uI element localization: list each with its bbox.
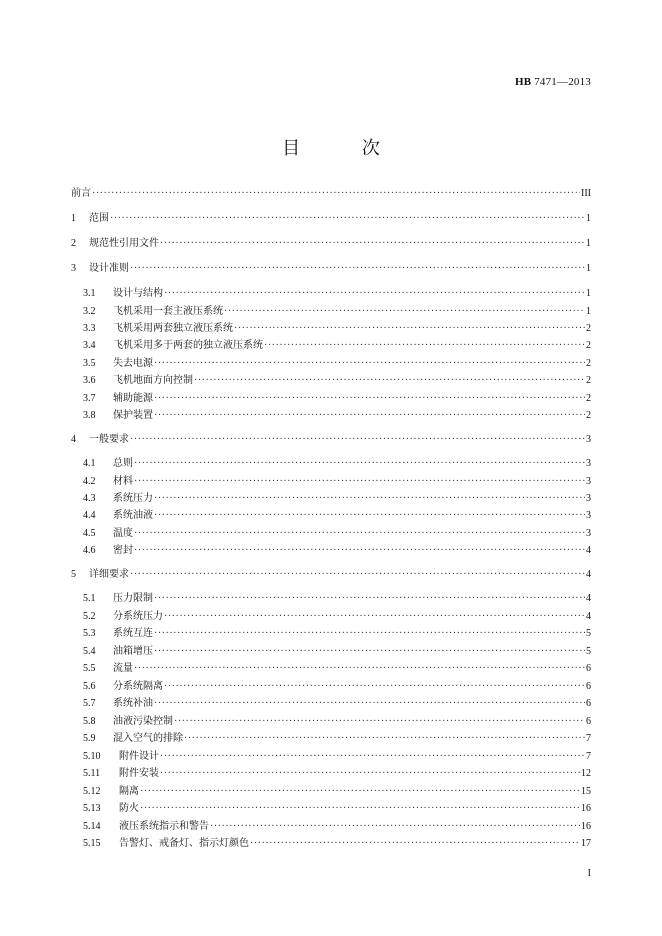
toc-entry-number: 5.8 bbox=[83, 716, 96, 727]
toc-entry-label: 流量 bbox=[113, 663, 133, 674]
toc-leader-dots bbox=[154, 509, 585, 522]
toc-leader-dots bbox=[130, 433, 585, 446]
toc-entry[interactable] bbox=[83, 374, 591, 387]
toc-entry-number: 3.7 bbox=[83, 393, 96, 404]
toc-entry-page: 1 bbox=[586, 213, 591, 224]
toc-entry-label: 系统压力 bbox=[113, 493, 153, 504]
toc-entry-page: 7 bbox=[586, 733, 591, 744]
toc-entry-label: 液压系统指示和警告 bbox=[119, 821, 209, 832]
toc-entry[interactable] bbox=[71, 212, 591, 225]
toc-entry-number: 4.1 bbox=[83, 458, 96, 469]
toc-leader-dots bbox=[160, 237, 585, 250]
toc-entry-page: 1 bbox=[586, 263, 591, 274]
toc-entry-number: 4.6 bbox=[83, 545, 96, 556]
toc-leader-dots bbox=[154, 592, 585, 605]
toc-entry-page: 5 bbox=[586, 628, 591, 639]
toc-leader-dots bbox=[164, 680, 585, 693]
toc-leader-dots bbox=[154, 357, 585, 370]
toc-entry-number: 5.6 bbox=[83, 681, 96, 692]
page-title: 目 次 bbox=[282, 138, 408, 159]
toc-entry-page: 4 bbox=[586, 545, 591, 556]
toc-entry-label: 温度 bbox=[113, 528, 133, 539]
toc-leader-dots bbox=[154, 409, 585, 422]
toc-entry-page: 17 bbox=[581, 838, 591, 849]
toc-entry-page: 2 bbox=[586, 358, 591, 369]
toc-leader-dots bbox=[234, 322, 585, 335]
toc-entry-page: 3 bbox=[586, 458, 591, 469]
toc-entry-number: 2 bbox=[71, 238, 76, 249]
toc-entry-page: 16 bbox=[581, 821, 591, 832]
toc-entry[interactable] bbox=[71, 568, 591, 581]
toc-entry[interactable] bbox=[83, 492, 591, 505]
toc-leader-dots bbox=[154, 392, 585, 405]
toc-entry-page: 2 bbox=[586, 323, 591, 334]
toc-entry-page: III bbox=[581, 188, 591, 199]
toc-entry-page: 3 bbox=[586, 434, 591, 445]
toc-entry-number: 3.2 bbox=[83, 306, 96, 317]
toc-leader-dots bbox=[224, 305, 585, 318]
toc-leader-dots bbox=[140, 802, 580, 815]
toc-entry[interactable] bbox=[83, 680, 591, 693]
toc-entry-number: 5.10 bbox=[83, 751, 101, 762]
toc-entry-page: 3 bbox=[586, 493, 591, 504]
toc-entry[interactable] bbox=[83, 592, 591, 605]
toc-entry-label: 详细要求 bbox=[89, 569, 129, 580]
toc-entry-label: 辅助能源 bbox=[113, 393, 153, 404]
toc-entry-label: 混入空气的排除 bbox=[113, 733, 183, 744]
toc-entry-page: 1 bbox=[586, 238, 591, 249]
toc-entry-number: 4.3 bbox=[83, 493, 96, 504]
toc-entry-label: 规范性引用文件 bbox=[89, 238, 159, 249]
toc-entry-label: 防火 bbox=[119, 803, 139, 814]
toc-entry[interactable] bbox=[83, 645, 591, 658]
standard-code bbox=[515, 76, 591, 88]
toc-entry[interactable] bbox=[83, 527, 591, 540]
toc-entry-page: 6 bbox=[586, 716, 591, 727]
toc-leader-dots bbox=[160, 767, 580, 780]
toc-entry-label: 飞机采用一套主液压系统 bbox=[113, 306, 223, 317]
toc-entry[interactable] bbox=[83, 457, 591, 470]
toc-entry[interactable] bbox=[83, 322, 591, 335]
toc-leader-dots bbox=[164, 287, 585, 300]
toc-entry-number: 3.8 bbox=[83, 410, 96, 421]
toc-entry-page: 16 bbox=[581, 803, 591, 814]
toc-entry-page: 1 bbox=[586, 306, 591, 317]
toc-entry-label: 压力限制 bbox=[113, 593, 153, 604]
toc-entry[interactable] bbox=[83, 409, 591, 422]
toc-entry[interactable] bbox=[83, 544, 591, 557]
toc-entry-number: 3.3 bbox=[83, 323, 96, 334]
toc-entry-page: 3 bbox=[586, 510, 591, 521]
toc-entry-page: 15 bbox=[581, 786, 591, 797]
toc-entry-label: 附件设计 bbox=[119, 751, 159, 762]
toc-entry-number: 5.12 bbox=[83, 786, 101, 797]
toc-entry[interactable] bbox=[83, 662, 591, 675]
toc-leader-dots bbox=[194, 374, 585, 387]
toc-entry[interactable] bbox=[83, 820, 591, 833]
toc-entry[interactable] bbox=[83, 732, 591, 745]
standard-code-number: 7471—2013 bbox=[531, 76, 591, 88]
toc-leader-dots bbox=[154, 645, 585, 658]
toc-entry[interactable] bbox=[71, 433, 591, 446]
toc-entry-label: 保护装置 bbox=[113, 410, 153, 421]
toc-entry-number: 5.3 bbox=[83, 628, 96, 639]
toc-entry[interactable] bbox=[83, 627, 591, 640]
toc-leader-dots bbox=[130, 568, 585, 581]
toc-entry[interactable] bbox=[83, 715, 591, 728]
toc-leader-dots bbox=[134, 527, 585, 540]
toc-entry[interactable] bbox=[83, 475, 591, 488]
toc-entry[interactable] bbox=[83, 785, 591, 798]
toc-entry-page: 4 bbox=[586, 611, 591, 622]
toc-entry-number: 3.4 bbox=[83, 340, 96, 351]
toc-entry-label: 设计与结构 bbox=[113, 288, 163, 299]
toc-entry-number: 3 bbox=[71, 263, 76, 274]
toc-entry-label: 系统互连 bbox=[113, 628, 153, 639]
toc-entry-page: 3 bbox=[586, 476, 591, 487]
toc-entry-page: 2 bbox=[586, 375, 591, 386]
toc-entry-number: 5.4 bbox=[83, 646, 96, 657]
toc-leader-dots bbox=[160, 750, 585, 763]
toc-entry[interactable] bbox=[83, 610, 591, 623]
toc-entry-number: 1 bbox=[71, 213, 76, 224]
toc-entry-page: 6 bbox=[586, 663, 591, 674]
toc-entry-number: 5.9 bbox=[83, 733, 96, 744]
toc-entry-label: 密封 bbox=[113, 545, 133, 556]
toc-entry-number: 5.7 bbox=[83, 698, 96, 709]
toc-entry-label: 隔离 bbox=[119, 786, 139, 797]
toc-entry-label: 材料 bbox=[113, 476, 133, 487]
toc-entry-number: 5.13 bbox=[83, 803, 101, 814]
toc-leader-dots bbox=[154, 697, 585, 710]
toc-entry-number: 5.2 bbox=[83, 611, 96, 622]
toc-entry-page: 2 bbox=[586, 340, 591, 351]
toc-leader-dots bbox=[130, 262, 585, 275]
toc-entry-page: 2 bbox=[586, 410, 591, 421]
toc-entry[interactable] bbox=[83, 837, 591, 850]
toc-entry[interactable] bbox=[71, 262, 591, 275]
toc-entry-label: 分系统隔离 bbox=[113, 681, 163, 692]
toc-entry-label: 飞机采用两套独立液压系统 bbox=[113, 323, 233, 334]
toc-entry-number: 5.5 bbox=[83, 663, 96, 674]
toc-entry-number: 4.2 bbox=[83, 476, 96, 487]
toc-leader-dots bbox=[134, 662, 585, 675]
toc-entry[interactable] bbox=[83, 357, 591, 370]
toc-entry-label: 告警灯、戒备灯、指示灯颜色 bbox=[119, 838, 249, 849]
toc-entry-number: 5 bbox=[71, 569, 76, 580]
toc-entry-number: 3.1 bbox=[83, 288, 96, 299]
toc-entry-page: 4 bbox=[586, 569, 591, 580]
toc-entry[interactable] bbox=[83, 287, 591, 300]
toc-leader-dots bbox=[154, 627, 585, 640]
toc-entry-label: 油液污染控制 bbox=[113, 716, 173, 727]
toc-entry-number: 4 bbox=[71, 434, 76, 445]
toc-entry-number: 5.15 bbox=[83, 838, 101, 849]
toc-leader-dots bbox=[184, 732, 585, 745]
toc-leader-dots bbox=[134, 457, 585, 470]
toc-entry-number: 5.11 bbox=[83, 768, 101, 779]
toc-leader-dots bbox=[134, 475, 585, 488]
toc-leader-dots bbox=[210, 820, 580, 833]
toc-entry-page: 12 bbox=[581, 768, 591, 779]
toc-entry[interactable] bbox=[83, 339, 591, 352]
toc-entry-number: 4.5 bbox=[83, 528, 96, 539]
toc-entry-page: 6 bbox=[586, 698, 591, 709]
toc-entry-number: 5.14 bbox=[83, 821, 101, 832]
toc-entry-label: 范围 bbox=[89, 213, 109, 224]
toc-entry-page: 7 bbox=[586, 751, 591, 762]
toc-entry-page: 4 bbox=[586, 593, 591, 604]
toc-entry-label: 系统油液 bbox=[113, 510, 153, 521]
toc-entry-label: 飞机采用多于两套的独立液压系统 bbox=[113, 340, 263, 351]
toc-entry-label: 附件安装 bbox=[119, 768, 159, 779]
standard-code-prefix: HB bbox=[514, 76, 532, 88]
toc-entry-label: 飞机地面方向控制 bbox=[113, 375, 193, 386]
toc-entry-label: 油箱增压 bbox=[113, 646, 153, 657]
toc-entry-label: 一般要求 bbox=[89, 434, 129, 445]
toc-entry[interactable] bbox=[83, 392, 591, 405]
toc-entry-page: 2 bbox=[586, 393, 591, 404]
toc-entry-label: 失去电源 bbox=[113, 358, 153, 369]
toc-entry-number: 5.1 bbox=[83, 593, 96, 604]
toc-entry[interactable] bbox=[83, 767, 591, 780]
toc-entry[interactable] bbox=[83, 750, 591, 763]
toc-entry[interactable] bbox=[83, 305, 591, 318]
toc-entry-page: 1 bbox=[586, 288, 591, 299]
toc-entry-label: 前言 bbox=[71, 188, 91, 199]
toc-entry-label: 总则 bbox=[113, 458, 133, 469]
toc-entry-page: 6 bbox=[586, 681, 591, 692]
toc-entry-label: 设计准则 bbox=[89, 263, 129, 274]
page-number: I bbox=[587, 868, 591, 879]
toc-leader-dots bbox=[154, 492, 585, 505]
toc-leader-dots bbox=[140, 785, 580, 798]
toc-entry-number: 3.6 bbox=[83, 375, 96, 386]
toc-entry-number: 4.4 bbox=[83, 510, 96, 521]
toc-entry[interactable] bbox=[83, 509, 591, 522]
toc-entry[interactable] bbox=[71, 237, 591, 250]
toc-entry-label: 系统补油 bbox=[113, 698, 153, 709]
toc-entry[interactable] bbox=[83, 802, 591, 815]
toc-leader-dots bbox=[164, 610, 585, 623]
toc-leader-dots bbox=[92, 187, 580, 200]
toc-leader-dots bbox=[250, 837, 580, 850]
toc-entry[interactable] bbox=[71, 187, 591, 200]
toc-entry[interactable] bbox=[83, 697, 591, 710]
toc-entry-page: 5 bbox=[586, 646, 591, 657]
toc-leader-dots bbox=[134, 544, 585, 557]
toc-entry-page: 3 bbox=[586, 528, 591, 539]
toc-entry-label: 分系统压力 bbox=[113, 611, 163, 622]
toc-leader-dots bbox=[174, 715, 585, 728]
toc-leader-dots bbox=[264, 339, 585, 352]
toc-leader-dots bbox=[110, 212, 585, 225]
toc-entry-number: 3.5 bbox=[83, 358, 96, 369]
